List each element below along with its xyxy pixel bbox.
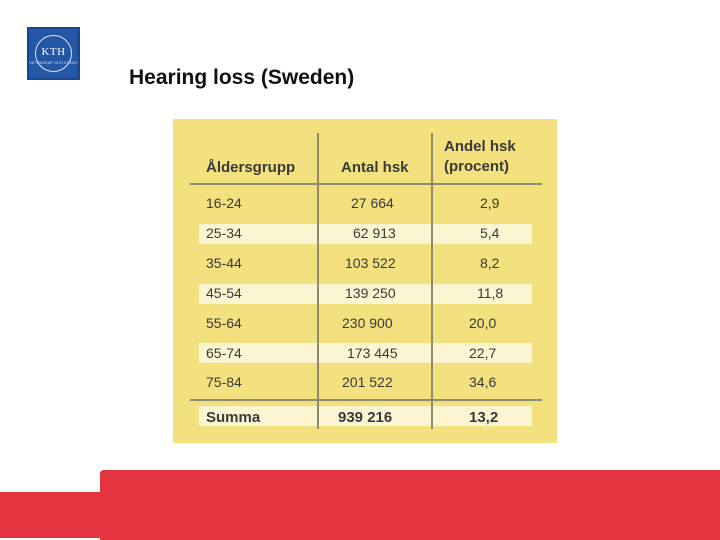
row-share: 5,4 [480, 225, 500, 241]
header-share-line2: (procent) [444, 158, 509, 175]
row-share: 11,8 [477, 285, 504, 301]
row-count: 103 522 [345, 255, 396, 271]
total-label: Summa [206, 409, 261, 426]
header-divider [190, 183, 542, 185]
header-age-group: Åldersgrupp [206, 159, 296, 176]
row-share: 8,2 [480, 255, 500, 271]
row-share: 22,7 [469, 345, 497, 361]
row-age: 75-84 [206, 374, 242, 390]
header-count: Antal hsk [341, 159, 409, 176]
row-share: 2,9 [480, 195, 500, 211]
column-divider [317, 133, 319, 429]
total-divider [190, 399, 542, 401]
row-share: 20,0 [469, 315, 497, 331]
row-share: 34,6 [469, 374, 497, 390]
row-age: 55-64 [206, 315, 242, 331]
row-count: 173 445 [347, 345, 398, 361]
logo-text: KTH [41, 46, 66, 58]
column-divider [431, 133, 433, 429]
kth-logo [27, 27, 80, 80]
row-count: 139 250 [345, 285, 396, 301]
logo-subtext: VETENSKAP OCH KONST [29, 60, 78, 65]
row-age: 25-34 [206, 225, 242, 241]
row-count: 230 900 [342, 315, 393, 331]
total-count: 939 216 [338, 409, 393, 426]
footer-bar [0, 468, 720, 540]
row-age: 16-24 [206, 195, 242, 211]
slide-title: Hearing loss (Sweden) [129, 66, 355, 89]
footer-step [0, 492, 110, 538]
total-share: 13,2 [469, 409, 499, 426]
footer-main [100, 470, 720, 540]
row-age: 35-44 [206, 255, 242, 271]
row-count: 62 913 [353, 225, 396, 241]
hearing-loss-table [173, 119, 557, 443]
row-age: 45-54 [206, 285, 242, 301]
row-age: 65-74 [206, 345, 242, 361]
row-count: 27 664 [351, 195, 394, 211]
header-share-line1: Andel hsk [444, 138, 516, 155]
row-count: 201 522 [342, 374, 393, 390]
